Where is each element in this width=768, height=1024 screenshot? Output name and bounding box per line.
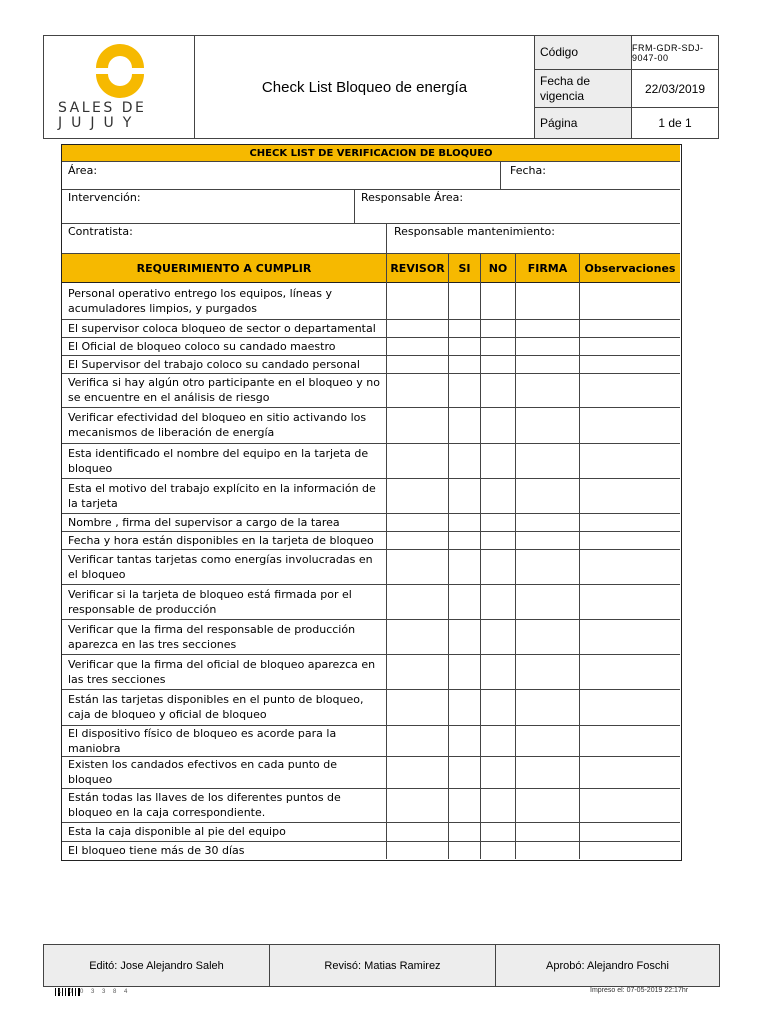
no-checkbox[interactable] <box>481 319 516 337</box>
revisor-cell[interactable] <box>387 584 449 619</box>
firma-cell[interactable] <box>516 355 580 373</box>
document-header <box>43 35 719 139</box>
area-label: Área: <box>68 164 98 177</box>
checklist-row-text: Están todas las llaves de los diferentes puntos de bloqueo en la caja correspondiente. <box>68 791 341 819</box>
firma-cell[interactable] <box>516 478 580 513</box>
checklist-row-text: Esta identificado el nombre del equipo en la tarjeta de bloqueo <box>68 446 369 475</box>
checklist-row-text: Existen los candados efectivos en cada punto de bloqueo <box>68 758 337 786</box>
firma-cell[interactable] <box>516 337 580 355</box>
revisor-cell[interactable] <box>387 689 449 725</box>
revisor-cell[interactable] <box>387 531 449 549</box>
revisor-cell[interactable] <box>387 407 449 443</box>
no-checkbox[interactable] <box>481 531 516 549</box>
checklist-row-text: El Oficial de bloqueo coloco su candado maestro <box>68 339 336 353</box>
no-checkbox[interactable] <box>481 654 516 689</box>
approval-footer <box>43 944 720 987</box>
section-title: CHECK LIST DE VERIFICACION DE BLOQUEO <box>62 145 680 161</box>
no-checkbox[interactable] <box>481 549 516 584</box>
si-checkbox[interactable] <box>449 319 481 337</box>
no-checkbox[interactable] <box>481 407 516 443</box>
checklist-row-text: Verificar efectividad del bloqueo en sitio activando los mecanismos de liberación de energía <box>68 411 367 439</box>
checklist-table <box>61 144 682 861</box>
checklist-row-text: Esta el motivo del trabajo explícito en la información de la tarjeta <box>68 481 376 510</box>
revisor-cell[interactable] <box>387 725 449 756</box>
meta-label: Código <box>535 36 632 69</box>
barcode-digits: 1 0 0 3 3 8 4 <box>58 989 131 995</box>
firma-cell[interactable] <box>516 654 580 689</box>
observaciones-cell[interactable] <box>580 478 680 513</box>
revisor-cell[interactable] <box>387 549 449 584</box>
checklist-row-text: Esta la caja disponible al pie del equipo <box>68 825 286 838</box>
revisor-cell[interactable] <box>387 355 449 373</box>
checklist-row-text: Nombre , firma del supervisor a cargo de la tarea <box>68 515 340 529</box>
checklist-row-text: El bloqueo tiene más de 30 días <box>68 843 245 857</box>
col-header-requerimiento: REQUERIMIENTO A CUMPLIR <box>62 254 386 282</box>
observaciones-cell[interactable] <box>580 283 680 319</box>
checklist-row-text: Personal operativo entrego los equipos, líneas y acumuladores limpios, y purgados <box>68 287 332 315</box>
brand-line-2: JUJUY <box>58 115 141 131</box>
firma-cell[interactable] <box>516 841 580 859</box>
si-checkbox[interactable] <box>449 584 481 619</box>
observaciones-cell[interactable] <box>580 373 680 407</box>
checklist-row-text: El dispositivo físico de bloqueo es acorde para la maniobra <box>68 726 337 755</box>
observaciones-cell[interactable] <box>580 337 680 355</box>
si-checkbox[interactable] <box>449 355 481 373</box>
meta-row-fecha <box>535 70 718 108</box>
revisor-cell[interactable] <box>387 337 449 355</box>
responsable-mantenimiento-label: Responsable mantenimiento: <box>394 225 555 238</box>
aprobo-cell: Aprobó: Alejandro Foschi <box>546 959 669 972</box>
observaciones-cell[interactable] <box>580 355 680 373</box>
revisor-cell[interactable] <box>387 822 449 841</box>
reviso-cell: Revisó: Matias Ramirez <box>270 945 496 986</box>
contratista-label: Contratista: <box>68 225 133 238</box>
observaciones-cell[interactable] <box>580 319 680 337</box>
revisor-cell[interactable] <box>387 478 449 513</box>
si-checkbox[interactable] <box>449 373 481 407</box>
no-checkbox[interactable] <box>481 373 516 407</box>
meta-table <box>535 36 718 138</box>
si-checkbox[interactable] <box>449 549 481 584</box>
si-checkbox[interactable] <box>449 337 481 355</box>
meta-value: 1 de 1 <box>658 116 692 130</box>
firma-cell[interactable] <box>516 407 580 443</box>
firma-cell[interactable] <box>516 689 580 725</box>
meta-row-codigo <box>535 36 718 70</box>
no-checkbox[interactable] <box>481 584 516 619</box>
firma-cell[interactable] <box>516 725 580 756</box>
sales-de-jujuy-logo-icon <box>56 40 176 100</box>
no-checkbox[interactable] <box>481 283 516 319</box>
observaciones-cell[interactable] <box>580 756 680 788</box>
meta-label: Página <box>535 108 632 138</box>
observaciones-cell[interactable] <box>580 531 680 549</box>
observaciones-cell[interactable] <box>580 788 680 822</box>
observaciones-cell[interactable] <box>580 822 680 841</box>
checklist-row-text: Verificar si la tarjeta de bloqueo está firmada por el responsable de producción <box>68 587 352 616</box>
observaciones-cell[interactable] <box>580 443 680 478</box>
si-checkbox[interactable] <box>449 654 481 689</box>
revisor-cell[interactable] <box>387 283 449 319</box>
no-checkbox[interactable] <box>481 337 516 355</box>
checklist-row-text: Verificar que la firma del oficial de bloqueo aparezca en las tres secciones <box>68 657 376 686</box>
no-checkbox[interactable] <box>481 478 516 513</box>
meta-value: 22/03/2019 <box>644 81 706 96</box>
no-checkbox[interactable] <box>481 513 516 531</box>
checklist-row-text: Están las tarjetas disponibles en el punto de bloqueo, caja de bloqueo y oficial de bloqueo <box>68 693 364 721</box>
no-checkbox[interactable] <box>481 355 516 373</box>
checklist-row-text: Verificar que la firma del responsable de producción aparezca en las tres secciones <box>68 622 356 651</box>
firma-cell[interactable] <box>516 619 580 654</box>
si-checkbox[interactable] <box>449 283 481 319</box>
si-checkbox[interactable] <box>449 513 481 531</box>
meta-row-pagina <box>535 108 718 138</box>
observaciones-cell[interactable] <box>580 513 680 531</box>
observaciones-cell[interactable] <box>580 841 680 859</box>
no-checkbox[interactable] <box>481 841 516 859</box>
col-header-observaciones: Observaciones <box>580 254 680 282</box>
no-checkbox[interactable] <box>481 756 516 788</box>
meta-value: FRM-GDR-SDJ-9047-00 <box>632 42 704 63</box>
firma-cell[interactable] <box>516 443 580 478</box>
revisor-cell[interactable] <box>387 841 449 859</box>
col-header-firma: FIRMA <box>516 254 579 282</box>
firma-cell[interactable] <box>516 584 580 619</box>
revisor-cell[interactable] <box>387 319 449 337</box>
si-checkbox[interactable] <box>449 841 481 859</box>
checklist-row-text: El supervisor coloca bloqueo de sector o departamental <box>68 321 376 335</box>
firma-cell[interactable] <box>516 756 580 788</box>
firma-cell[interactable] <box>516 319 580 337</box>
observaciones-cell[interactable] <box>580 689 680 725</box>
firma-cell[interactable] <box>516 549 580 584</box>
responsable-area-label: Responsable Área: <box>361 191 464 204</box>
revisor-cell[interactable] <box>387 654 449 689</box>
no-checkbox[interactable] <box>481 725 516 756</box>
si-checkbox[interactable] <box>449 822 481 841</box>
checklist-row-text: Fecha y hora están disponibles en la tarjeta de bloqueo <box>68 533 374 547</box>
si-checkbox[interactable] <box>449 531 481 549</box>
no-checkbox[interactable] <box>481 619 516 654</box>
checklist-row-text: Verificar tantas tarjetas como energías involucradas en el bloqueo <box>68 552 373 581</box>
revisor-cell[interactable] <box>387 788 449 822</box>
fecha-label: Fecha: <box>510 164 546 177</box>
firma-cell[interactable] <box>516 531 580 549</box>
document-title: Check List Bloqueo de energía <box>195 36 535 138</box>
firma-cell[interactable] <box>516 822 580 841</box>
col-header-si: SI <box>449 254 480 282</box>
logo <box>44 36 195 138</box>
si-checkbox[interactable] <box>449 689 481 725</box>
si-checkbox[interactable] <box>449 478 481 513</box>
no-checkbox[interactable] <box>481 788 516 822</box>
revisor-cell[interactable] <box>387 619 449 654</box>
observaciones-cell[interactable] <box>580 654 680 689</box>
intervencion-label: Intervención: <box>68 191 141 204</box>
no-checkbox[interactable] <box>481 822 516 841</box>
firma-cell[interactable] <box>516 373 580 407</box>
no-checkbox[interactable] <box>481 443 516 478</box>
revisor-cell[interactable] <box>387 443 449 478</box>
si-checkbox[interactable] <box>449 407 481 443</box>
si-checkbox[interactable] <box>449 756 481 788</box>
observaciones-cell[interactable] <box>580 407 680 443</box>
checklist-row-text: El Supervisor del trabajo coloco su candado personal <box>68 357 360 371</box>
checklist-row-text: Verifica si hay algún otro participante en el bloqueo y no se encuentre en el análisis de riesgo <box>68 376 380 404</box>
revisor-cell[interactable] <box>387 756 449 788</box>
brand-line-1: SALES DE <box>58 100 147 116</box>
edito-cell: Editó: Jose Alejandro Saleh <box>44 945 270 986</box>
col-header-no: NO <box>481 254 515 282</box>
col-header-revisor: REVISOR <box>387 254 448 282</box>
si-checkbox[interactable] <box>449 725 481 756</box>
observaciones-cell[interactable] <box>580 584 680 619</box>
printed-timestamp: Impreso el: 07-05-2019 22:17hr <box>590 987 689 994</box>
si-checkbox[interactable] <box>449 443 481 478</box>
firma-cell[interactable] <box>516 283 580 319</box>
meta-label: Fecha de vigencia <box>535 70 632 107</box>
firma-cell[interactable] <box>516 513 580 531</box>
revisor-cell[interactable] <box>387 513 449 531</box>
si-checkbox[interactable] <box>449 788 481 822</box>
no-checkbox[interactable] <box>481 689 516 725</box>
si-checkbox[interactable] <box>449 619 481 654</box>
revisor-cell[interactable] <box>387 373 449 407</box>
firma-cell[interactable] <box>516 788 580 822</box>
observaciones-cell[interactable] <box>580 619 680 654</box>
observaciones-cell[interactable] <box>580 725 680 756</box>
observaciones-cell[interactable] <box>580 549 680 584</box>
